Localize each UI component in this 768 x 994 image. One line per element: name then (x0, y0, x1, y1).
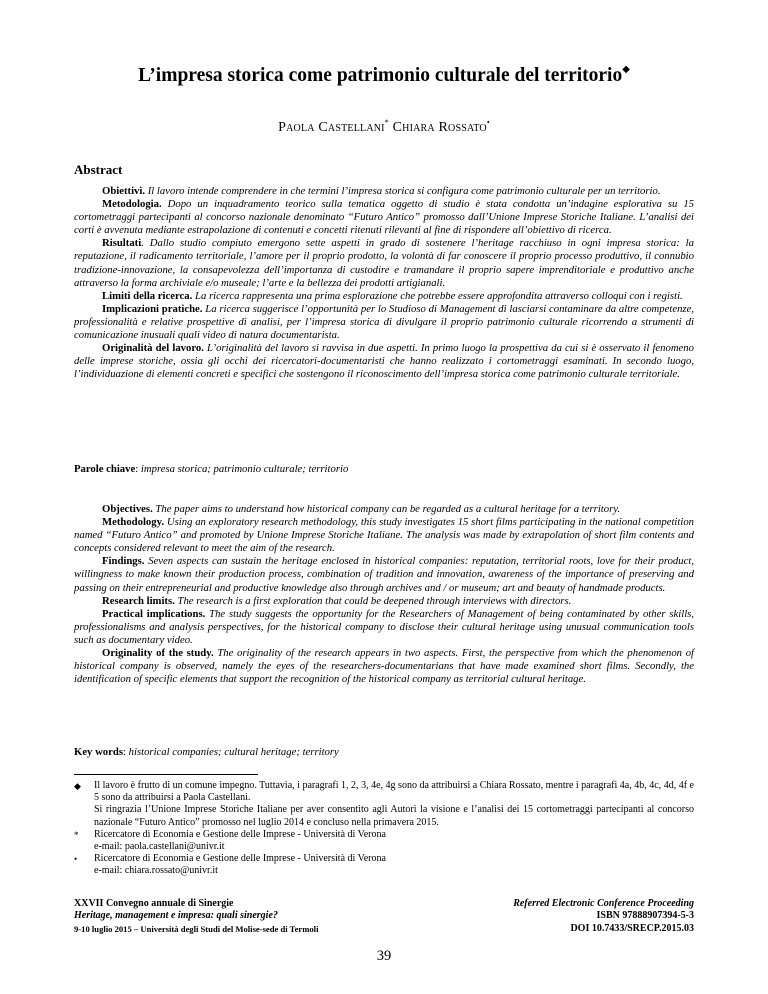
abstract-paragraph: Obiettivi. Il lavoro intende comprendere in che termini l’impresa storica si configura come patrimonio culturale per un territorio. (102, 185, 661, 197)
abstract-paragraph: Findings. Seven aspects can sustain the heritage enclosed in historical companies: reputation, territorial roots, love for their product, willingness to make known their production process, combination of tradition and innovation, awareness of the importance of preserving and passing on their entrepreneurial and productive knowledge also through archives and / or museum; art and beauty of handmade products. (74, 555, 695, 594)
abstract-paragraph: Methodology. Using an exploratory research methodology, this study investigates 15 short films participating in the national competition named “Futuro Antico” and promoted by Unione Imprese Storiche Italiane. The analysis was made by extrapolation of short film contents and concepts considered relevant to meet the aim of the research. (74, 516, 695, 555)
footer-proceeding: Referred Electronic Conference Proceeding ISBN 97888907394-5-3 DOI 10.7433/SRECP.2015.03 (513, 898, 694, 934)
paper-title-text: L’impresa storica come patrimonio culturale del territorio (138, 65, 623, 86)
abstract-italian (74, 185, 694, 381)
keywords-english: Key words: historical companies; cultural heritage; territory (74, 746, 339, 758)
author-line (0, 118, 768, 136)
keywords-italian: Parole chiave: impresa storica; patrimonio culturale; territorio (74, 463, 349, 475)
abstract-paragraph: Originality of the study. The originality of the research appears in two aspects. First, the perspective from which the phenomenon of historical company is observed, namely the eyes of the researchers-documentarians that have made examined short films. Secondly, the identification of specific elements that support the recognition of the historical company as territorial cultural heritage. (74, 647, 695, 686)
footnote: ◆ Il lavoro è frutto di un comune impegno. Tuttavia, i paragrafi 1, 2, 3, 4e, 4g sono da attribuirsi a Chiara Rossato, mentre i paragrafi 4a, 4b, 4c, 4d, 4f e 5 sono da attribuirsi a Paola Castellani. Si ringrazia l’Unione Imprese Storiche Italiane per aver consentito agli Autori la visione e l’analisi dei 15 cortometraggi partecipanti al concorso nazionale “Futuro Antico” promosso nel luglio 2014 e concluso nella primavera 2015. (74, 780, 694, 828)
abstract-heading: Abstract (74, 162, 123, 177)
footnote: • Ricercatore di Economia e Gestione delle Imprese - Università di Verona e-mail: chiara.rossato@univr.it (74, 853, 386, 877)
author-footnote-mark: • (486, 118, 490, 127)
abstract-paragraph: Research limits. The research is a first exploration that could be deepened through interviews with directors. (102, 594, 572, 607)
author-name: Chiara Rossato (392, 120, 487, 135)
keywords-text: impresa storica; patrimonio culturale; territorio (140, 463, 349, 475)
author-name: Paola Castellani (278, 120, 385, 135)
footnote-mark: • (74, 854, 78, 865)
footnote: * Ricercatore di Economia e Gestione delle Imprese - Università di Verona e-mail: paola.castellani@univr.it (74, 828, 386, 853)
keywords-label: Key words (74, 746, 123, 758)
abstract-paragraph: Objectives. The paper aims to understand how historical company can be regarded as a cultural heritage for a territory. (102, 503, 621, 515)
title-footnote-mark: ◆ (622, 64, 630, 75)
footnote-mark: * (74, 829, 79, 840)
keywords-text: historical companies; cultural heritage; territory (128, 746, 339, 758)
page-number: 39 (376, 948, 392, 964)
footnote-mark: ◆ (74, 781, 81, 791)
abstract-paragraph: Limiti della ricerca. La ricerca rappresenta una prima esplorazione che potrebbe essere approfondita attraverso colloqui con i registi. (102, 289, 683, 302)
abstract-paragraph: Originalità del lavoro. L’originalità del lavoro si ravvisa in due aspetti. In primo luogo la prospettiva da cui si è osservato il fenomeno delle imprese storiche, ossia gli occhi dei ricercatori-documentaristi che hanno realizzato i cortometraggi esaminati. In secondo luogo, l’individuazione di elementi concreti e specifici che sostengono il riconoscimento dell’impresa storica come patrimonio culturale territoriale. (74, 342, 694, 381)
footnotes (74, 780, 694, 878)
abstract-paragraph: Risultati. Dallo studio compiuto emergono sette aspetti in grado di sostenere l’heritage racchiuso in ogni impresa storica: la reputazione, il radicamento territoriale, l’amore per il proprio prodotto, la volontà di far conoscere il proprio processo produttivo, il connubio tradizione-innovazione, la consapevolezza dell’importanza di custodire e tramandare il proprio sapere imprenditoriale e produttivo anche attraverso la forma archiviale e/o museale; l’arte e la bellezza dei prodotti artigianali. (74, 237, 694, 289)
footnote-divider (74, 774, 258, 775)
keywords-label: Parole chiave (74, 463, 136, 475)
author-footnote-mark: * (384, 118, 389, 127)
abstract-paragraph: Implicazioni pratiche. La ricerca suggerisce l’opportunità per lo Studioso di Management di lasciarsi contaminare da altre competenze, professionalità e relative prospettive di analisi, per l’impresa storica di divulgare il proprio patrimonio culturale ricorrendo a strumenti di comunicazione inusuali quali video di natura documentarista. (74, 302, 694, 342)
abstract-paragraph: Metodologia. Dopo un inquadramento teorico sulla tematica oggetto di studio è stata condotta un’indagine esplorativa su 15 cortometraggi partecipanti al concorso nazionale denominato “Futuro Antico” promosso dall’Unione Imprese Storiche Italiane. L’analisi dei corti è avvenuta mediante estrapolazione di contenuti e concetti ritenuti rilevanti al fine di rispondere all’obiettivo di ricerca. (74, 198, 695, 237)
abstract-english (74, 503, 694, 686)
abstract-paragraph: Practical implications. The study suggests the opportunity for the Researchers of Management of being contaminated by other skills, professionalisms and analysis perspectives, for the historical company to disclose their cultural heritage using unusual communication tools such as documentary video. (74, 607, 695, 646)
footer-conference: XXVII Convegno annuale di Sinergie Heritage, management e impresa: quali sinergie? 9-10 luglio 2015 – Università degli Studi del Molise-sede di Termoli (74, 898, 319, 934)
paper-title (0, 64, 768, 87)
